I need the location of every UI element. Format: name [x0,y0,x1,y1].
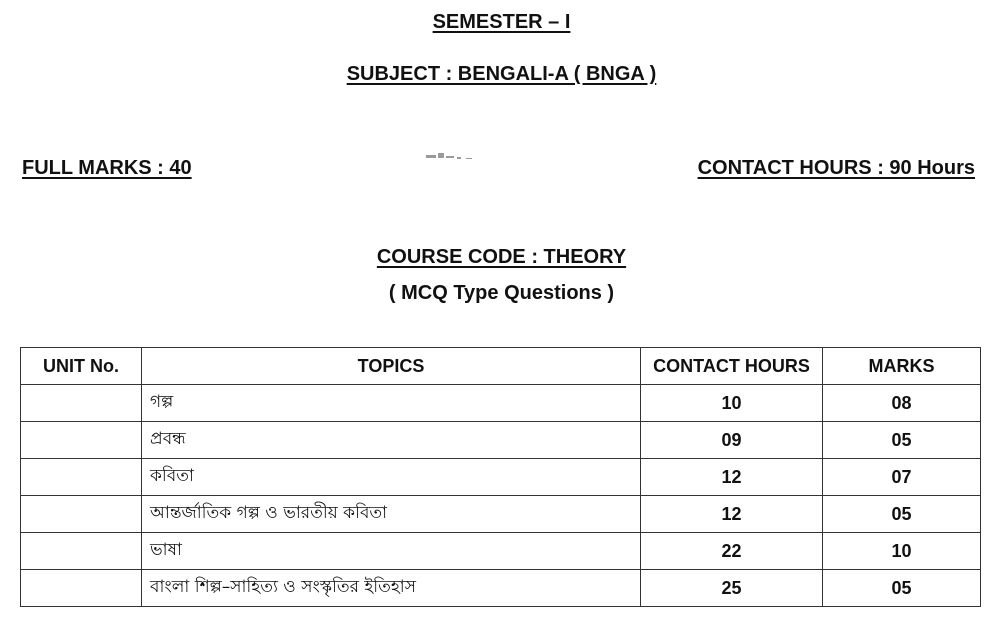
course-code-heading [0,245,1003,269]
topic-cell: প্রবন্ধ [142,422,641,459]
question-type: ( MCQ Type Questions ) [388,282,615,304]
unit-cell [21,533,142,570]
column-header-unit: UNIT No. [21,348,142,385]
subject-title: SUBJECT : BENGALI-A ( BNGA ) [346,63,657,85]
unit-cell [21,422,142,459]
marks-cell: 07 [823,459,981,496]
table-row [21,570,981,607]
full-marks: FULL MARKS : 40 [22,157,192,179]
scan-speck-mark [424,152,474,162]
column-header-marks: MARKS [823,348,981,385]
course-code: COURSE CODE : THEORY [376,246,627,268]
topic-cell: বাংলা শিল্প–সাহিত্য ও সংস্কৃতির ইতিহাস [142,570,641,607]
unit-cell [21,570,142,607]
unit-cell [21,459,142,496]
hours-cell: 10 [641,385,823,422]
column-header-topics: TOPICS [142,348,641,385]
marks-cell: 10 [823,533,981,570]
table-row [21,385,981,422]
hours-cell: 12 [641,496,823,533]
unit-cell [21,496,142,533]
marks-cell: 08 [823,385,981,422]
subject-heading [0,62,1003,86]
semester-title: SEMESTER – I [432,11,571,33]
hours-cell: 09 [641,422,823,459]
column-header-contact-hours: CONTACT HOURS [641,348,823,385]
hours-cell: 25 [641,570,823,607]
semester-heading [0,10,1003,34]
topic-cell: আন্তর্জাতিক গল্প ও ভারতীয় কবিতা [142,496,641,533]
table-header-row [21,348,981,385]
marks-cell: 05 [823,570,981,607]
marks-cell: 05 [823,496,981,533]
table-row [21,459,981,496]
table-row [21,422,981,459]
syllabus-table [20,347,981,607]
hours-cell: 12 [641,459,823,496]
marks-cell: 05 [823,422,981,459]
topic-cell: ভাষা [142,533,641,570]
table-row [21,496,981,533]
topic-cell: কবিতা [142,459,641,496]
unit-cell [21,385,142,422]
contact-hours: CONTACT HOURS : 90 Hours [697,157,975,179]
hours-cell: 22 [641,533,823,570]
topic-cell: গল্প [142,385,641,422]
table-row [21,533,981,570]
